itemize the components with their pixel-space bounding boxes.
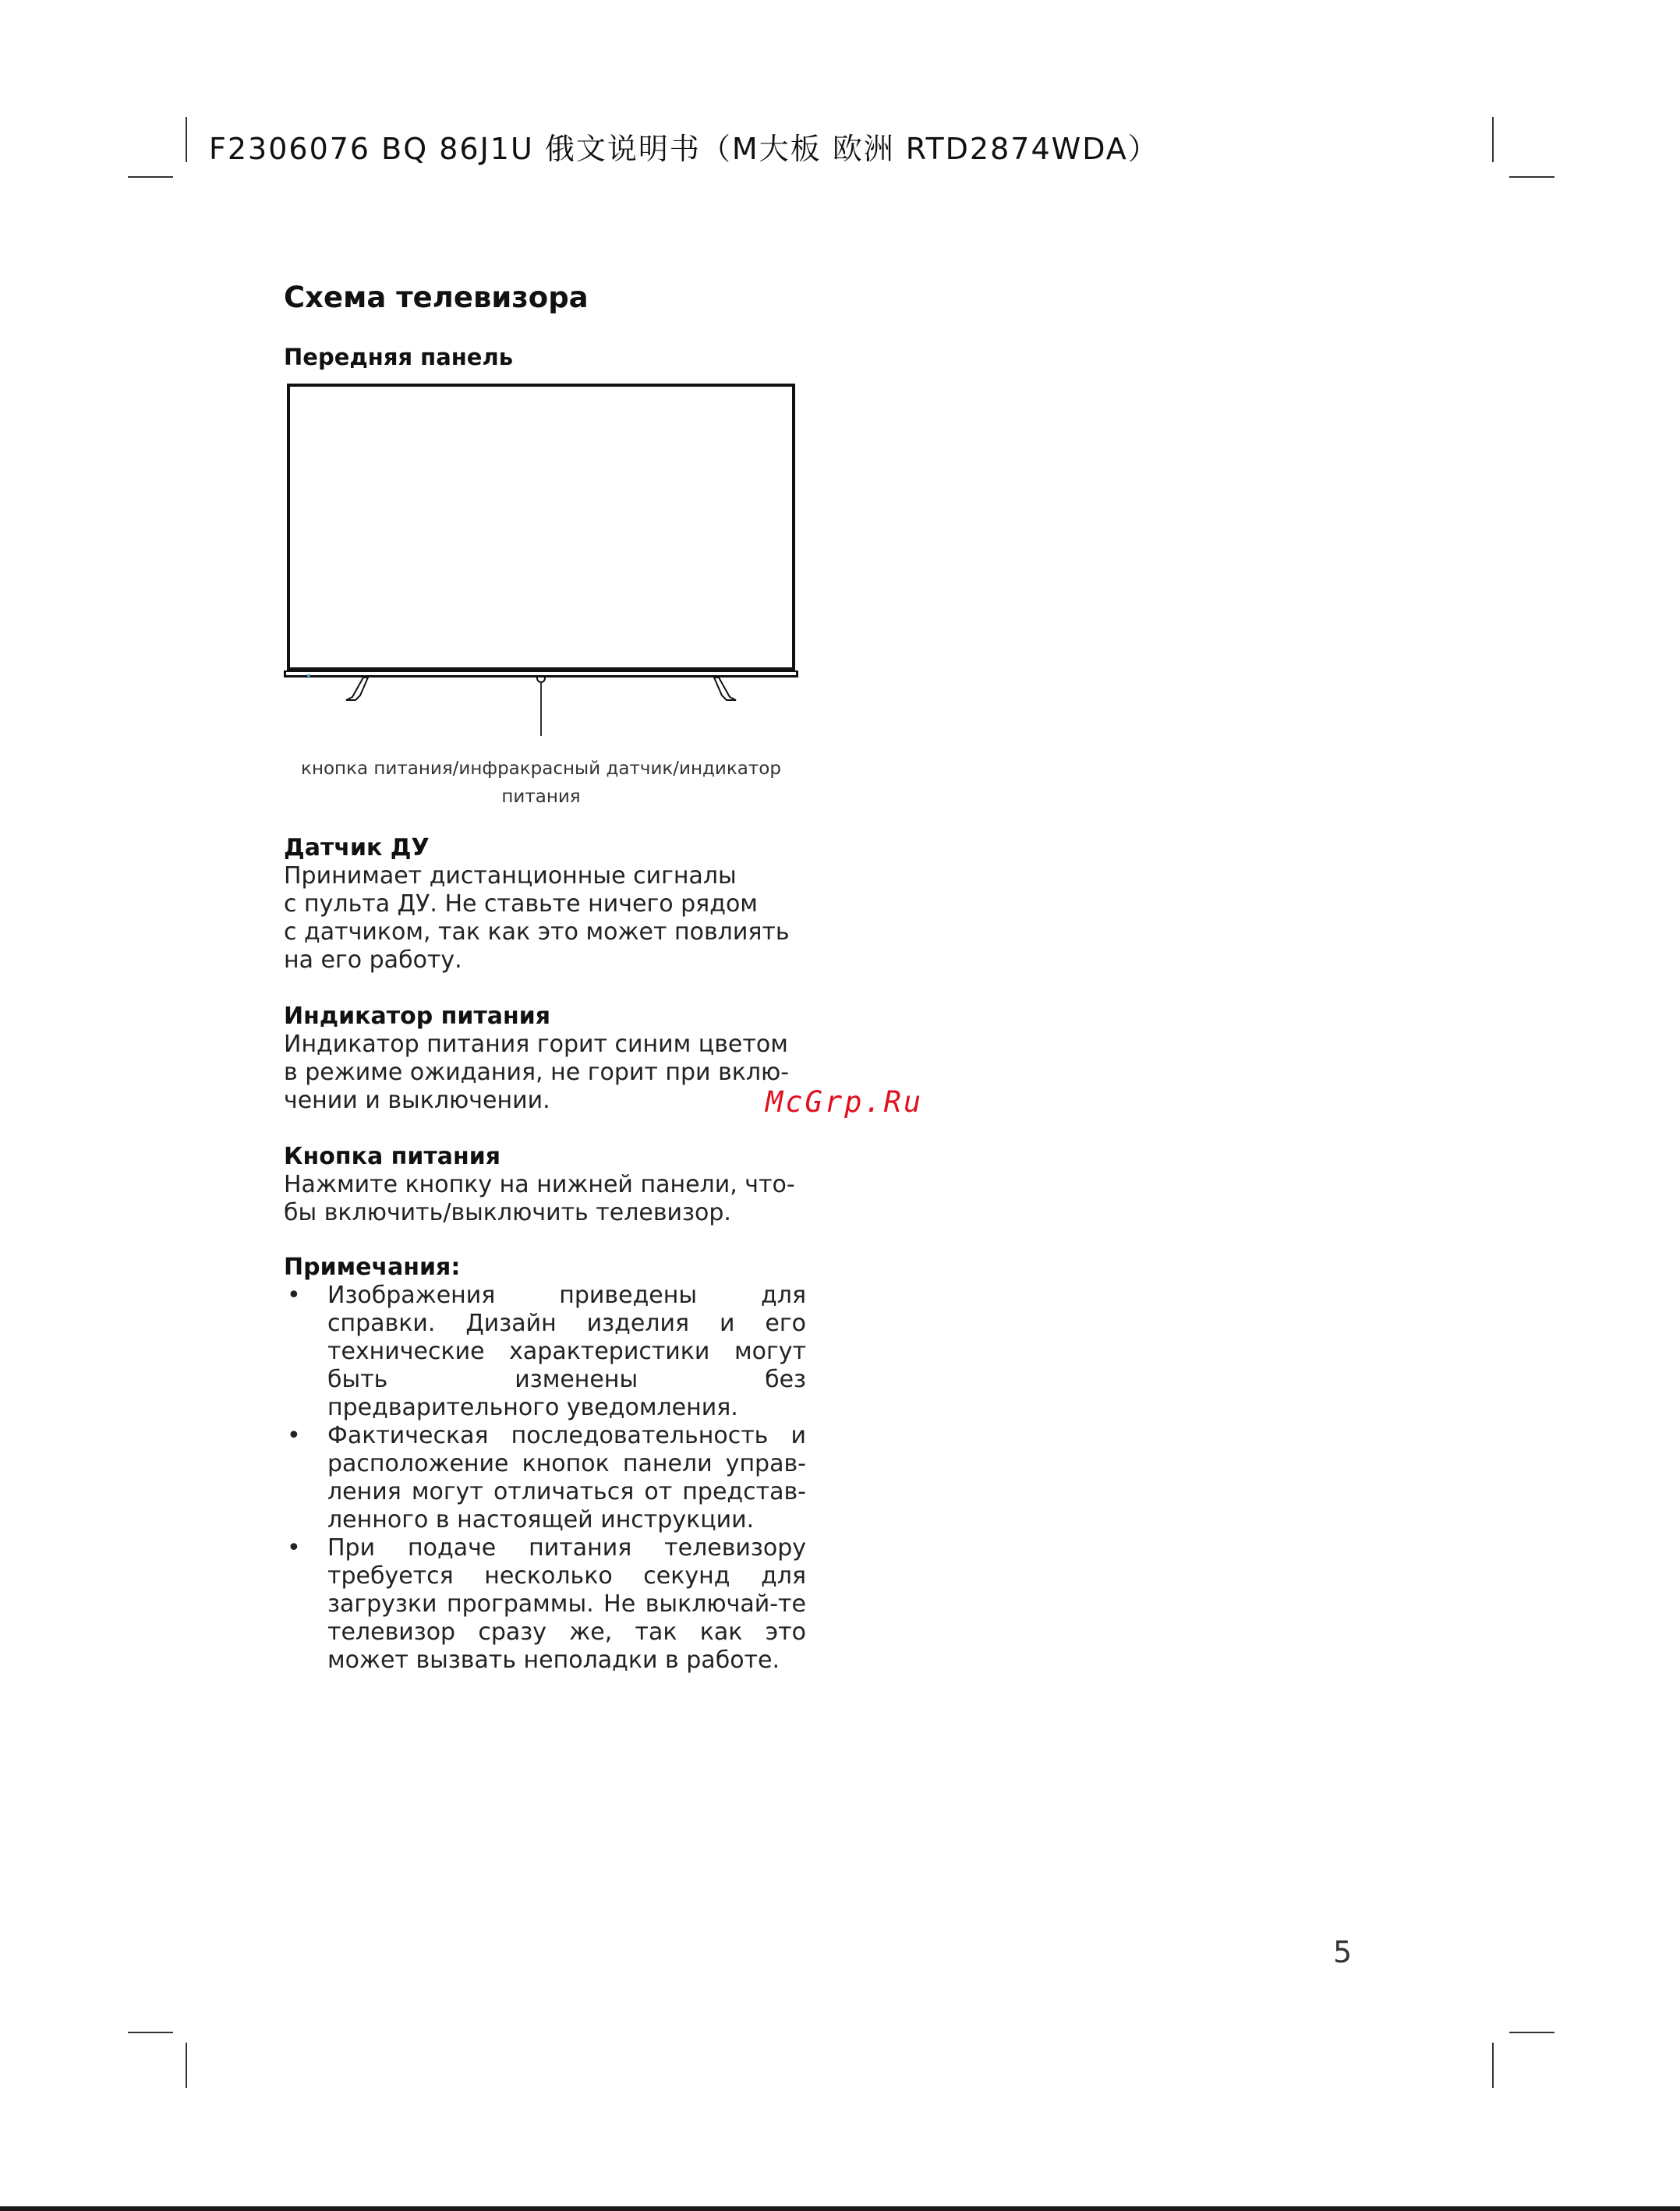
crop-mark-top-left-h	[128, 176, 173, 178]
tv-stand-right-icon	[709, 677, 737, 703]
section-power-indicator	[284, 1003, 806, 1115]
notes-section	[284, 1254, 806, 1675]
section-heading: Датчик ДУ	[284, 834, 430, 861]
callout-label-line-2: питания	[501, 787, 581, 807]
watermark: McGrp.Ru	[766, 1085, 924, 1119]
paragraph-line: Индикатор питания горит синим цветом	[284, 1031, 788, 1058]
bottom-rule	[0, 2206, 1680, 2211]
notes-heading: Примечания:	[284, 1254, 461, 1281]
page-number: 5	[1333, 1935, 1353, 1969]
tv-front-diagram	[284, 380, 798, 755]
crop-mark-bottom-right-h	[1509, 2032, 1554, 2033]
bullet-icon: •	[287, 1534, 301, 1562]
section-heading: Кнопка питания	[284, 1143, 501, 1170]
paragraph-line: Принимает дистанционные сигналы	[284, 862, 737, 890]
callout-label	[284, 755, 798, 811]
list-item	[284, 1422, 806, 1534]
paragraph-line: с датчиком, так как это может повлиять	[284, 918, 790, 946]
bullet-icon: •	[287, 1422, 301, 1449]
list-item	[284, 1534, 806, 1675]
list-item	[284, 1282, 806, 1422]
list-item-text: При подаче питания телевизору требуется несколько секунд для загрузки программы. Не выключай-те телевизор сразу же, так как это может вызвать неполадки в работе.	[327, 1534, 806, 1674]
tv-stand-left-icon	[345, 677, 373, 703]
crop-mark-top-right-h	[1509, 176, 1554, 178]
page-title: Схема телевизора	[284, 281, 589, 314]
list-item-text: Фактическая последовательность и расположение кнопок панели управ-ления могут отличаться от представ-ленного в настоящей инструкции.	[327, 1422, 806, 1534]
crop-mark-top-left-v	[186, 117, 187, 162]
bullet-icon: •	[287, 1282, 301, 1309]
crop-mark-top-right-v	[1492, 117, 1494, 162]
crop-mark-bottom-left-h	[128, 2032, 173, 2033]
section-remote-sensor	[284, 834, 806, 975]
power-indicator-led	[307, 674, 310, 677]
crop-mark-bottom-left-v	[186, 2043, 187, 2088]
paragraph-line: в режиме ожидания, не горит при вклю-	[284, 1059, 790, 1086]
paragraph-line: на его работу.	[284, 946, 462, 974]
document-header: F2306076 BQ 86J1U 俄文说明书（M大板 欧洲 RTD2874WDA）	[209, 132, 1159, 166]
paragraph-line: Нажмите кнопку на нижней панели, что-	[284, 1171, 795, 1198]
tv-screen	[287, 384, 795, 670]
paragraph-line: чении и выключении.	[284, 1087, 550, 1114]
paragraph-line: с пульта ДУ. Не ставьте ничего рядом	[284, 890, 758, 918]
callout-line	[540, 683, 542, 736]
section-subtitle: Передняя панель	[284, 344, 514, 370]
notes-list	[284, 1282, 806, 1675]
list-item-text: Изображения приведены для справки. Дизайн изделия и его технические характеристики могут быть изменены без предварительного уведомления.	[327, 1282, 806, 1421]
callout-label-line-1: кнопка питания/инфракрасный датчик/индикатор	[301, 759, 781, 779]
section-power-button	[284, 1143, 806, 1227]
section-heading: Индикатор питания	[284, 1003, 550, 1030]
paragraph-line: бы включить/выключить телевизор.	[284, 1199, 731, 1226]
crop-mark-bottom-right-v	[1492, 2043, 1494, 2088]
ir-sensor-icon	[536, 677, 546, 683]
